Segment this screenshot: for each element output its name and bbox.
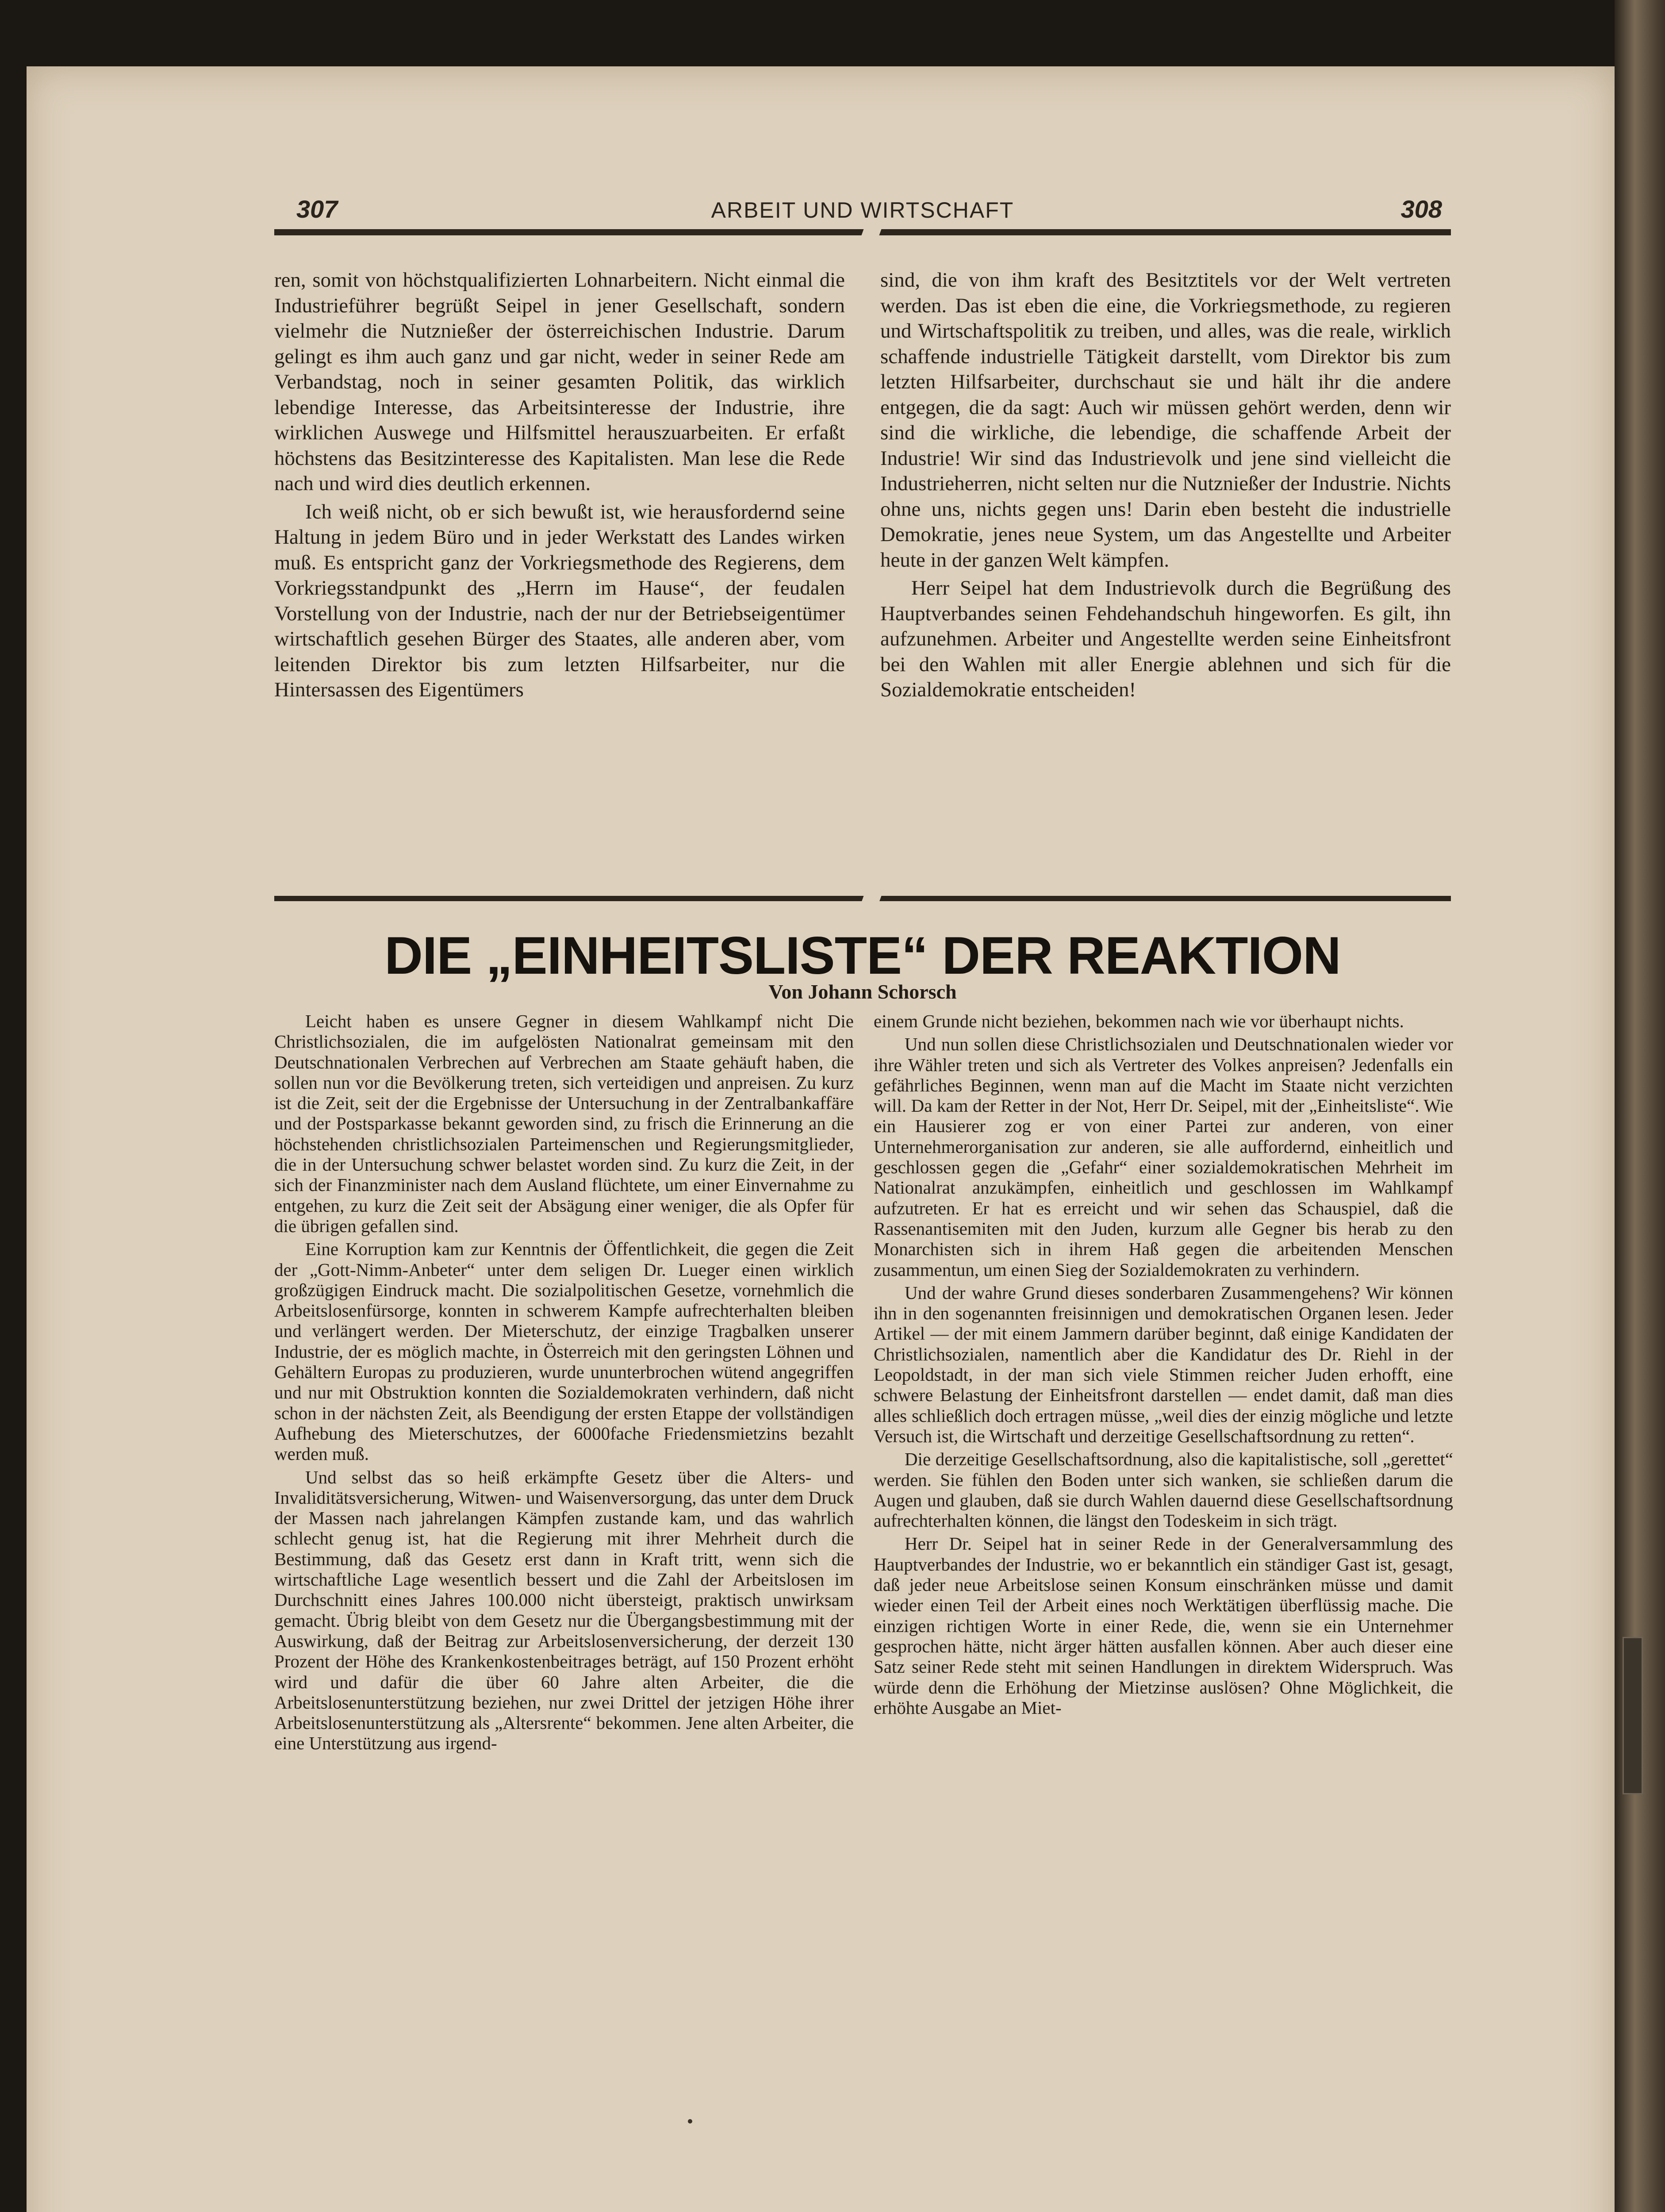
header-rule xyxy=(274,229,1451,235)
paragraph: Und nun sollen diese Christlichsozialen und Deutschnationalen wieder vor ihre Wähler treten und sich als Vertreter des Volkes anpreisen? Jedenfalls ein gefährliches Beginnen, wenn man auf die Macht im Staate nicht verzichten will. Da kam der Retter in der Not, Herr Dr. Seipel, mit der „Einheitsliste“. Wie ein Hausierer zog er von einer Partei zur anderen, von einer Unternehmerorganisation zur anderen, sie alle auffordernd, einheitlich und geschlossen gegen die „Gefahr“ einer sozialdemokratischen Mehrheit im Nationalrat anzukämpfen, einheitlich und geschlossen im Wahlkampf aufzutreten. Er hat es erreicht und wir sehen das Schauspiel, daß die Rassenantisemiten mit den Juden, kurzum alle Gegner bis herab zu den Monarchisten sich in ihrem Haß gegen die arbeitenden Menschen zusammentun, um einen Sieg der Sozialdemokraten zu verhindern. xyxy=(874,1034,1453,1280)
section-rule xyxy=(274,896,1451,901)
article-headline: DIE „EINHEITSLISTE“ DER REAKTION xyxy=(384,926,1341,985)
page-number-right: 308 xyxy=(1400,195,1442,223)
binding-clip xyxy=(1623,1637,1643,1794)
paragraph: sind, die von ihm kraft des Besitztitels vor der Welt vertreten werden. Das ist eben die eine, die Vorkriegsmethode, zu regieren und Wirtschaftspolitik zu treiben, und alles, was die reale, wirklich schaffende industrielle Tätigkeit darstellt, vom Direktor bis zum letzten Hilfsarbeiter, durchschaut sie und hält ihr die andere entgegen, die da sagt: Auch wir müssen gehört werden, denn wir sind die wirkliche, die lebendige, die schaffende Arbeit der Industrie! Wir sind das Industrievolk und jene sind vielleicht die Industrieherren, nicht selten nur die Nutznießer der Industrie. Nichts ohne uns, nichts gegen uns! Darin eben besteht die industrielle Demokratie, jenes neue System, um das Angestellte und Arbeiter heute in der ganzen Welt kämpfen. xyxy=(880,269,1451,572)
book-binding xyxy=(1615,0,1665,2212)
paragraph: Leicht haben es unsere Gegner in diesem Wahlkampf nicht Die Christlichsozialen, die im aufgelösten Nationalrat gemeinsam mit den Deutschnationalen Verbrechen auf Verbrechen am Staate gehäuft haben, die sollen nun vor die Bevölkerung treten, sich verteidigen und anpreisen. Zu kurz ist die Zeit, seit der die Ergebnisse der Untersuchung in der Zentralbankaffäre und der Postsparkasse bekannt geworden sind, zu frisch die Erinnerung an die höchstehenden christlichsozialen Parteimenschen und Regierungsmitglieder, die in der Untersuchung schwer belastet worden sind. Zu kurz die Zeit, in der sich der Finanzminister nach dem Ausland flüchtete, um einer Einvernahme zu entgehen, zu kurz die Zeit seit der Absägung einer weniger, die als Opfer für die übrigen gefallen sind. xyxy=(274,1011,854,1236)
article-left-column xyxy=(274,1011,854,2004)
article-byline: Von Johann Schorsch xyxy=(768,980,957,1003)
print-speck xyxy=(688,2119,692,2124)
paragraph: einem Grunde nicht beziehen, bekommen nach wie vor überhaupt nichts. xyxy=(874,1011,1404,1031)
top-article-left-column xyxy=(274,268,845,889)
paragraph: Die derzeitige Gesellschaftsordnung, also die kapitalistische, soll „gerettet“ werden. Sie fühlen den Boden unter sich wanken, sie schließen darum die Augen und glauben, daß sie durch Wahlen dauernd diese Gesellschaftsordnung aufrechterhalten können, die längst den Todeskeim in sich trägt. xyxy=(874,1449,1453,1531)
top-article-right-column xyxy=(880,268,1451,889)
article-right-column xyxy=(874,1011,1453,2004)
paragraph: Herr Seipel hat dem Industrievolk durch die Begrüßung des Hauptverbandes seinen Fehdehandschuh hingeworfen. Es gilt, ihn aufzunehmen. Arbeiter und Angestellte werden seine Einheitsfront bei den Wahlen mit aller Energie ablehnen und sich für die Sozialdemokratie entscheiden! xyxy=(880,576,1451,701)
paragraph: Ich weiß nicht, ob er sich bewußt ist, wie herausfordernd seine Haltung in jedem Büro und in jeder Werkstatt des Landes wirken muß. Es entspricht ganz der Vorkriegsmethode des Regierens, dem Vorkriegsstandpunkt des „Herrn im Hause“, der feudalen Vorstellung von der Industrie, nach der nur der Betriebseigentümer wirtschaftlich gesehen Bürger des Staates, alle anderen aber, vom leitenden Direktor bis zum letzten Hilfsarbeiter, nur die Hintersassen des Eigentümers xyxy=(274,500,845,701)
page-number-left: 307 xyxy=(296,195,338,223)
paragraph: Und der wahre Grund dieses sonderbaren Zusammengehens? Wir können ihn in den sogenannten freisinnigen und demokratischen Organen lesen. Jeder Artikel — der mit einem Jammern darüber beginnt, daß einige Kandidaten der Christlichsozialen, namentlich aber die Kandidatur des Dr. Riehl in der Leopoldstadt, in der man sich viele Stimmen reicher Juden erhofft, eine schwere Belastung der Einheitsfront darstellen — endet damit, daß man dies alles schließlich doch ertragen müsse, „weil dies der einzig mögliche und letzte Versuch ist, die Wirtschaft und derzeitige Gesellschaftsordnung zu retten“. xyxy=(874,1282,1453,1446)
page-header xyxy=(274,195,1451,230)
paragraph: Eine Korruption kam zur Kenntnis der Öffentlichkeit, die gegen die Zeit der „Gott-Nimm-Anbeter“ unter dem seligen Dr. Lueger einen wirklich großzügigen Eindruck macht. Die sozialpolitischen Gesetze, vornehmlich die Arbeitslosenfürsorge, konnten in schwerem Kampfe aufrechterhalten bleiben und verlängert werden. Der Mieterschutz, der einzige Tragbalken unserer Industrie, der es möglich machte, in Österreich mit den geringsten Löhnen und Gehältern Europas zu produzieren, wurde ununterbrochen wütend angegriffen und nur mit Obstruktion konnten die Sozialdemokraten verhindern, daß nicht schon in der nächsten Zeit, als Beendigung der ersten Etappe der vollständigen Aufhebung des Mieterschutzes, der 6000fache Friedensmietzins bezahlt werden muß. xyxy=(274,1239,854,1464)
paragraph: ren, somit von höchstqualifizierten Lohnarbeitern. Nicht einmal die Industrieführer begrüßt Seipel in jener Gesellschaft, sondern vielmehr die Nutznießer der österreichischen Industrie. Darum gelingt es ihm auch ganz und gar nicht, weder in seiner Rede am Verbandstag, noch in seiner gesamten Politik, das wirklich lebendige Interesse, das Arbeitsinteresse der Industrie, ihre wirklichen Auswege und Hilfsmittel herauszuarbeiten. Er erfaßt höchstens das Besitzinteresse des Kapitalisten. Man lese die Rede nach und wird dies deutlich erkennen. xyxy=(274,269,845,495)
running-title: ARBEIT UND WIRTSCHAFT xyxy=(711,198,1014,223)
paragraph: Und selbst das so heiß erkämpfte Gesetz über die Alters- und Invaliditätsversicherung, Witwen- und Waisenversorgung, das unter dem Druck der Massen nach jahrelangen Kämpfen zustande kam, und das wahrlich schlecht genug ist, hat die Regierung mit ihrer Mehrheit durch die Bestimmung, daß das Gesetz erst dann in Kraft tritt, wenn sich die wirtschaftliche Lage wesentlich bessert und die Zahl der Arbeitslosen im Durchschnitt eines Jahres 100.000 nicht übersteigt, praktisch unwirksam gemacht. Übrig bleibt von dem Gesetz nur die Übergangsbestimmung mit der Auswirkung, daß der Beitrag zur Arbeitslosenversicherung, der derzeit 130 Prozent der Höhe des Krankenkostenbeitrages beträgt, auf 150 Prozent erhöht wird und dafür die über 60 Jahre alten Arbeiter, die die Arbeitslosenunterstützung beziehen, nur zwei Drittel der jetzigen Höhe ihrer Arbeitslosenunterstützung als „Altersrente“ bekommen. Jene alten Arbeiter, die eine Unterstützung aus irgend- xyxy=(274,1467,854,1754)
paragraph: Herr Dr. Seipel hat in seiner Rede in der Generalversammlung des Hauptverbandes der Industrie, wo er bekanntlich ein ständiger Gast ist, gesagt, daß jeder neue Arbeitslose seinen Konsum einschränken müsse und damit wieder einen Teil der Arbeit eines noch Werktätigen überflüssig mache. Die einzigen richtigen Worte in einer Rede, die, wenn sie ein Unternehmer gesprochen hätte, nicht ärger hätten ausfallen können. Aber auch dieser eine Satz seiner Rede steht mit seinen Handlungen in direktem Widerspruch. Was würde denn die Erhöhung der Mietzinse auslösen? Ohne Möglichkeit, die erhöhte Ausgabe an Miet- xyxy=(874,1533,1453,1718)
